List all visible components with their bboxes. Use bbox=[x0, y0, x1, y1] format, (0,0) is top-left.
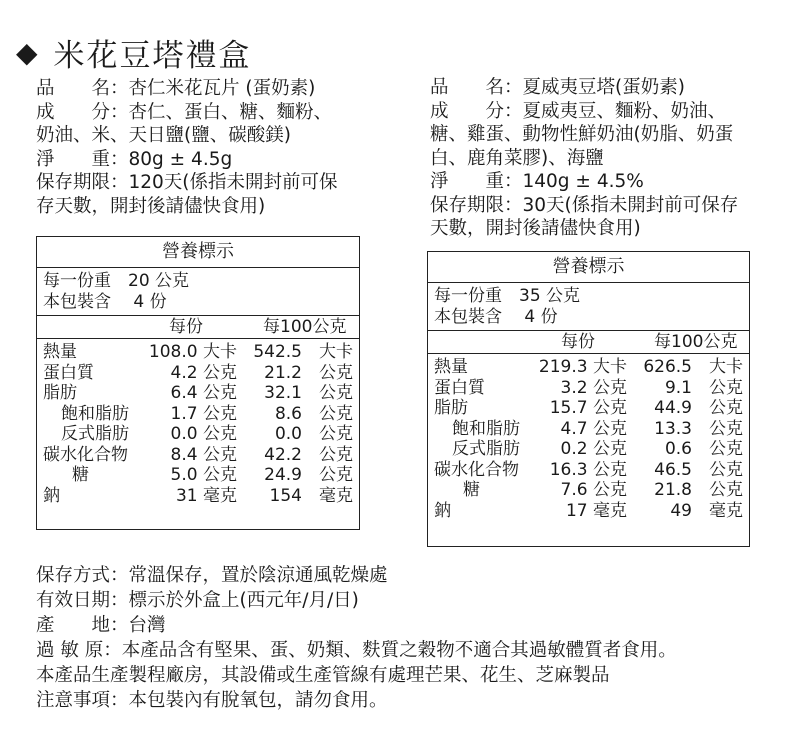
table-row bbox=[37, 342, 359, 363]
table-row bbox=[428, 398, 749, 419]
nutrient-name: 熱量 bbox=[434, 357, 468, 377]
info-line: 過 敏 原：本產品含有堅果、蛋、奶類、麩質之穀物不適合其過敏體質者食用。 bbox=[36, 640, 677, 661]
value-per-serving: 1.7 公克 bbox=[170, 403, 237, 424]
nutrition-rows bbox=[428, 354, 749, 523]
info-line: 糖、雞蛋、動物性鮮奶油(奶脂、奶蛋 bbox=[430, 124, 734, 145]
nutrient-name: 鈉 bbox=[43, 485, 60, 506]
table-row bbox=[428, 501, 749, 522]
serving-info bbox=[428, 283, 749, 331]
value-per-100g: 154 毫克 bbox=[269, 485, 353, 506]
column-per-100g: 每100公克 bbox=[654, 332, 738, 352]
nutrient-name: 蛋白質 bbox=[434, 377, 485, 398]
servings-per-pack: 本包裝含 4 份 bbox=[43, 291, 167, 312]
nutrition-heading: 營養標示 bbox=[37, 237, 359, 268]
value-per-serving: 31 毫克 bbox=[175, 485, 237, 506]
table-row bbox=[428, 460, 749, 481]
nutrient-name: 飽和脂肪 bbox=[452, 418, 520, 439]
nutrition-heading: 營養標示 bbox=[428, 252, 749, 283]
value-per-100g: 13.3 公克 bbox=[654, 418, 743, 439]
value-per-100g: 0.0 公克 bbox=[274, 424, 353, 444]
info-line: 品 名：夏威夷豆塔(蛋奶素) bbox=[430, 77, 685, 98]
value-per-serving: 5.0 公克 bbox=[170, 465, 237, 485]
table-row bbox=[37, 424, 359, 445]
info-line: 成 分：杏仁、蛋白、糖、麵粉、 bbox=[36, 101, 333, 123]
value-per-serving: 0.2 公克 bbox=[560, 439, 627, 459]
value-per-100g: 626.5 大卡 bbox=[643, 357, 743, 377]
nutrient-name: 反式脂肪 bbox=[61, 424, 129, 444]
value-per-100g: 0.6 公克 bbox=[664, 439, 743, 459]
table-row bbox=[37, 445, 359, 466]
column-per-serving: 每份 bbox=[561, 332, 595, 352]
value-per-100g: 9.1 公克 bbox=[664, 377, 743, 398]
nutrient-name: 鈉 bbox=[434, 500, 451, 521]
value-per-serving: 108.0 大卡 bbox=[148, 342, 237, 362]
table-row bbox=[428, 378, 749, 399]
value-per-100g: 21.2 公克 bbox=[264, 362, 353, 383]
value-per-100g: 46.5 公克 bbox=[654, 459, 743, 480]
value-per-serving: 3.2 公克 bbox=[560, 377, 627, 398]
info-line: 奶油、米、天日鹽(鹽、碳酸鎂) bbox=[36, 125, 291, 146]
table-row bbox=[37, 486, 359, 507]
column-per-serving: 每份 bbox=[169, 317, 203, 337]
page-title bbox=[16, 30, 252, 75]
value-per-100g: 49 毫克 bbox=[670, 500, 743, 521]
serving-size: 每一份重 20 公克 bbox=[43, 271, 190, 291]
nutrient-name: 碳水化合物 bbox=[434, 459, 519, 480]
servings-per-pack: 本包裝含 4 份 bbox=[434, 306, 558, 327]
value-per-serving: 4.2 公克 bbox=[170, 362, 237, 383]
storage-allergen-info bbox=[36, 563, 677, 713]
table-row bbox=[428, 439, 749, 460]
table-row bbox=[428, 357, 749, 378]
table-row bbox=[37, 465, 359, 486]
value-per-100g: 44.9 公克 bbox=[654, 398, 743, 418]
nutrient-name: 反式脂肪 bbox=[452, 439, 520, 459]
value-per-serving: 8.4 公克 bbox=[170, 444, 237, 465]
nutrition-table-right bbox=[427, 251, 750, 547]
value-per-100g: 8.6 公克 bbox=[274, 403, 353, 424]
value-per-serving: 6.4 公克 bbox=[170, 383, 237, 403]
value-per-serving: 4.7 公克 bbox=[560, 418, 627, 439]
table-row bbox=[37, 383, 359, 404]
value-per-100g: 21.8 公克 bbox=[654, 480, 743, 500]
value-per-serving: 0.0 公克 bbox=[170, 424, 237, 444]
info-line: 淨 重：140g ± 4.5% bbox=[430, 171, 644, 192]
value-per-100g: 542.5 大卡 bbox=[253, 342, 353, 362]
info-line: 保存方式：常溫保存，置於陰涼通風乾燥處 bbox=[36, 565, 388, 586]
column-header bbox=[37, 316, 359, 339]
diamond-bullet-icon: ◆ bbox=[16, 36, 40, 69]
nutrient-name: 糖 bbox=[463, 480, 480, 500]
info-line: 成 分：夏威夷豆、麵粉、奶油、 bbox=[430, 100, 727, 122]
nutrient-name: 熱量 bbox=[43, 342, 77, 362]
table-row bbox=[37, 404, 359, 425]
table-row bbox=[37, 363, 359, 384]
value-per-100g: 42.2 公克 bbox=[264, 444, 353, 465]
title-text: 米花豆塔禮盒 bbox=[53, 38, 252, 74]
product-info-right bbox=[430, 76, 790, 241]
value-per-serving: 16.3 公克 bbox=[549, 459, 627, 480]
info-line: 天數，開封後請儘快食用) bbox=[430, 218, 641, 239]
table-row bbox=[428, 419, 749, 440]
info-line: 本產品生產製程廠房，其設備或生產管線有處理芒果、花生、芝麻製品 bbox=[36, 665, 610, 686]
nutrition-rows bbox=[37, 339, 359, 508]
nutrient-name: 脂肪 bbox=[434, 398, 468, 418]
serving-info bbox=[37, 268, 359, 316]
info-line: 注意事項：本包裝內有脫氧包，請勿食用。 bbox=[36, 690, 388, 711]
nutrient-name: 糖 bbox=[72, 465, 89, 485]
value-per-serving: 219.3 大卡 bbox=[538, 357, 627, 377]
value-per-100g: 24.9 公克 bbox=[264, 465, 353, 485]
info-line: 存天數，開封後請儘快食用) bbox=[36, 195, 266, 217]
value-per-100g: 32.1 公克 bbox=[264, 383, 353, 403]
info-line: 保存期限：120天(係指未開封前可保 bbox=[36, 172, 338, 193]
value-per-serving: 7.6 公克 bbox=[560, 480, 627, 500]
info-line: 產 地：台灣 bbox=[36, 615, 166, 636]
nutrient-name: 碳水化合物 bbox=[43, 444, 128, 465]
value-per-serving: 15.7 公克 bbox=[549, 398, 627, 418]
info-line: 淨 重：80g ± 4.5g bbox=[36, 148, 233, 170]
nutrient-name: 蛋白質 bbox=[43, 362, 94, 383]
value-per-serving: 17 毫克 bbox=[565, 500, 627, 521]
nutrient-name: 脂肪 bbox=[43, 383, 77, 403]
column-per-100g: 每100公克 bbox=[263, 317, 347, 337]
nutrient-name: 飽和脂肪 bbox=[61, 403, 129, 424]
info-line: 品 名：杏仁米花瓦片 (蛋奶素) bbox=[36, 78, 316, 99]
serving-size: 每一份重 35 公克 bbox=[434, 286, 581, 306]
info-line: 有效日期：標示於外盒上(西元年/月/日) bbox=[36, 590, 359, 611]
column-header bbox=[428, 331, 749, 354]
info-line: 白、鹿角菜膠)、海鹽 bbox=[430, 147, 604, 169]
info-line: 保存期限：30天(係指未開封前可保存 bbox=[430, 194, 739, 216]
table-row bbox=[428, 480, 749, 501]
product-info-left bbox=[36, 77, 376, 218]
nutrition-table-left bbox=[36, 236, 360, 530]
